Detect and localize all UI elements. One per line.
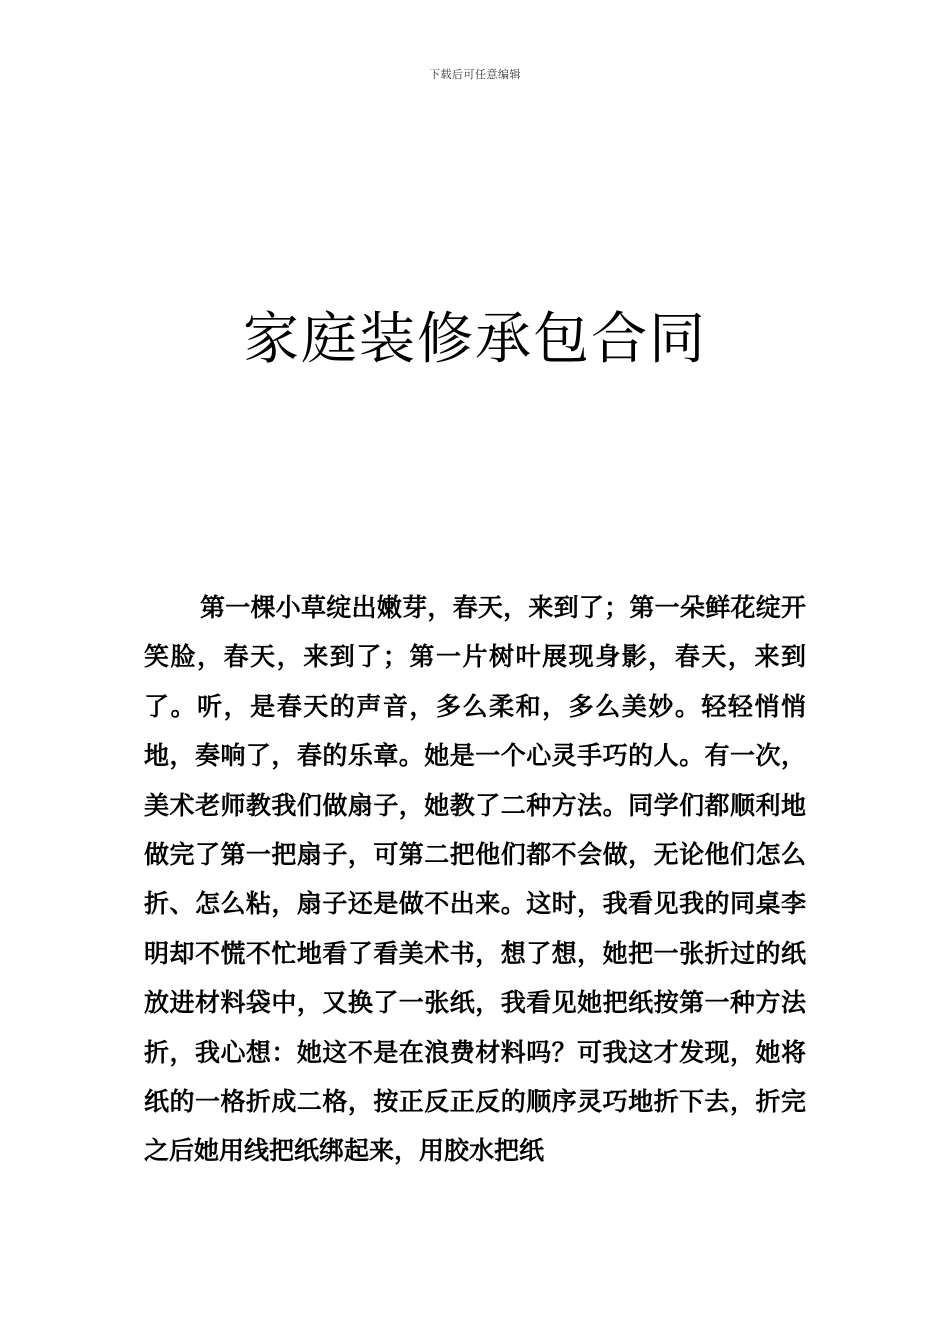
document-title: 家庭装修承包合同 (243, 307, 707, 372)
page-header-note: 下载后可任意编辑 (429, 68, 521, 81)
body-paragraph: 第一棵小草绽出嫩芽，春天，来到了；第一朵鲜花绽开笑脸，春天，来到了；第一片树叶展现身影，春天，来到了。听，是春天的声音，多么柔和，多么美妙。轻轻悄悄地，奏响了，春的乐章。她是一个心灵手巧的人。有一次，美术老师教我们做扇子，她教了二种方法。同学们都顺利地做完了第一把扇子，可第二把他们都不会做，无论他们怎么折、怎么粘，扇子还是做不出来。这时，我看见我的同桌李明却不慌不忙地看了看美术书，想了想，她把一张折过的纸放进材料袋中，又换了一张纸，我看见她把纸按第一种方法折，我心想：她这不是在浪费材料吗？可我这才发现，她将纸的一格折成二格，按正反正反的顺序灵巧地折下去，折完之后她用线把纸绑起来，用胶水把纸 (144, 593, 806, 1166)
